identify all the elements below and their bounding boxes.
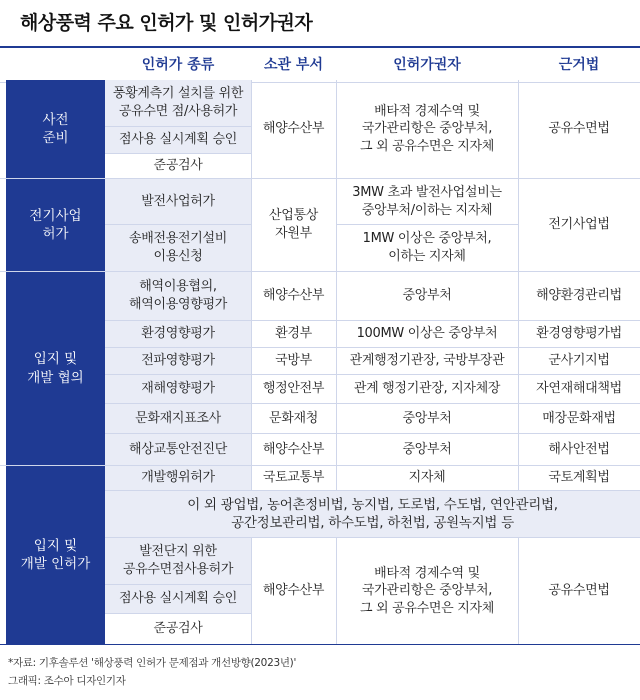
page-title: 해상풍력 주요 인허가 및 인허가권자 xyxy=(20,12,313,34)
item-cell: 문화재지표조사 xyxy=(105,404,251,433)
authority-cell: 중앙부처 xyxy=(402,441,452,457)
law-cell: 자연재해대책법 xyxy=(536,381,622,397)
grid-line xyxy=(105,126,251,127)
item-cell: 발전사업허가 xyxy=(105,179,251,224)
grid-line xyxy=(105,320,640,321)
source-note: *자료: 기후솔루션 '해상풍력 인허가 문제점과 개선방향(2023년)' xyxy=(8,657,297,669)
dept-cell: 해양수산부 xyxy=(262,288,325,304)
authority-cell: 중앙부처 xyxy=(402,288,452,304)
authority-cell: 1MW 이상은 중앙부처, 이하는 지자체 xyxy=(362,231,492,264)
grid-line xyxy=(105,224,251,225)
grid-line xyxy=(105,537,640,538)
category-permit xyxy=(6,466,105,644)
dept-cell: 행정안전부 xyxy=(262,381,325,397)
header-dept: 소관 부서 xyxy=(264,57,323,73)
grid-line xyxy=(518,80,519,491)
dept-cell: 국방부 xyxy=(275,353,312,369)
item-cell: 발전단지 위한 공유수면점사용허가 xyxy=(105,538,251,584)
header-law: 근거법 xyxy=(558,57,600,73)
authority-cell: 관계 행정기관장, 지자체장 xyxy=(353,381,501,397)
item-cell: 송배전용전기설비 이용신청 xyxy=(105,225,251,271)
grid-line xyxy=(105,490,640,491)
grid-line xyxy=(0,465,640,466)
law-cell: 매장문화재법 xyxy=(542,410,616,426)
item-cell: 점사용 실시계획 승인 xyxy=(105,127,251,153)
grid-line xyxy=(336,224,518,225)
item-cell: 준공검사 xyxy=(153,621,203,637)
grid-line xyxy=(105,433,640,434)
category-power xyxy=(6,179,105,271)
authority-cell: 3MW 초과 발전사업설비는 중앙부처/이하는 지자체 xyxy=(352,184,502,218)
grid-line xyxy=(105,613,251,614)
category-label: 입지 및 개발 협의 xyxy=(27,351,84,386)
authority-cell: 지자체 xyxy=(408,470,446,486)
dept-cell: 문화재청 xyxy=(268,410,319,426)
category-consult xyxy=(6,272,105,465)
graphic-credit: 그래픽: 조수아 디자인기자 xyxy=(8,675,126,687)
dept-cell: 국토교통부 xyxy=(262,470,325,486)
item-cell: 준공검사 xyxy=(153,158,203,174)
law-cell: 해사안전법 xyxy=(548,441,610,457)
item-cell: 점사용 실시계획 승인 xyxy=(105,585,251,613)
grid-line xyxy=(336,80,337,491)
grid-line xyxy=(251,537,252,644)
header-type: 인허가 종류 xyxy=(141,57,215,73)
grid-line xyxy=(105,374,640,375)
law-cell: 국토계획법 xyxy=(548,470,610,486)
table-header xyxy=(0,46,640,83)
grid-line xyxy=(0,271,640,272)
dept-cell: 산업통상 자원부 xyxy=(268,208,319,241)
item-cell: 풍황계측기 설치를 위한 공유수면 점/사용허가 xyxy=(105,80,251,126)
dept-cell: 환경부 xyxy=(275,326,312,342)
item-cell: 해상교통안전진단 xyxy=(105,434,251,465)
law-cell: 해양환경관리법 xyxy=(536,288,622,304)
authority-cell: 배타적 경제수역 및 국가관리항은 중앙부처, 그 외 공유수면은 지자체 xyxy=(359,103,495,154)
grid-line xyxy=(105,403,640,404)
dept-cell: 해양수산부 xyxy=(262,583,325,599)
grid-line xyxy=(251,80,252,491)
authority-cell: 100MW 이상은 중앙부처 xyxy=(356,326,498,342)
law-cell: 공유수면법 xyxy=(548,583,610,599)
authority-cell: 배타적 경제수역 및 국가관리항은 중앙부처, 그 외 공유수면은 지자체 xyxy=(359,565,495,616)
item-cell: 환경영향평가 xyxy=(105,321,251,347)
item-cell: 재해영향평가 xyxy=(105,375,251,403)
item-cell: 전파영향평가 xyxy=(105,348,251,374)
grid-line xyxy=(0,178,640,179)
item-cell: 개발행위허가 xyxy=(105,466,251,490)
table-bottom-line xyxy=(0,644,640,645)
dept-cell: 해양수산부 xyxy=(262,441,325,457)
authority-cell: 중앙부처 xyxy=(402,410,452,426)
category-label: 전기사업 허가 xyxy=(29,207,82,242)
law-cell: 전기사업법 xyxy=(548,217,610,233)
law-cell: 공유수면법 xyxy=(548,121,610,137)
law-cell: 환경영향평가법 xyxy=(536,326,622,342)
item-cell: 해역이용협의, 해역이용영향평가 xyxy=(105,272,251,320)
authority-cell: 관계행정기관장, 국방부장관 xyxy=(349,353,505,369)
category-prep xyxy=(6,80,105,178)
grid-line xyxy=(105,153,251,154)
other-laws-cell: 이 외 광업법, 농어촌정비법, 농지법, 도로법, 수도법, 연안관리법, 공간정보관리법, 하수도법, 하천법, 공원녹지법 등 xyxy=(105,491,640,537)
grid-line xyxy=(336,537,337,644)
grid-line xyxy=(518,537,519,644)
category-label: 사전 준비 xyxy=(42,111,69,146)
category-label: 입지 및 개발 인허가 xyxy=(20,537,91,572)
law-cell: 군사기지법 xyxy=(548,353,610,369)
grid-line xyxy=(105,584,251,585)
header-authority: 인허가권자 xyxy=(393,57,461,73)
dept-cell: 해양수산부 xyxy=(262,121,325,137)
grid-line xyxy=(105,347,640,348)
